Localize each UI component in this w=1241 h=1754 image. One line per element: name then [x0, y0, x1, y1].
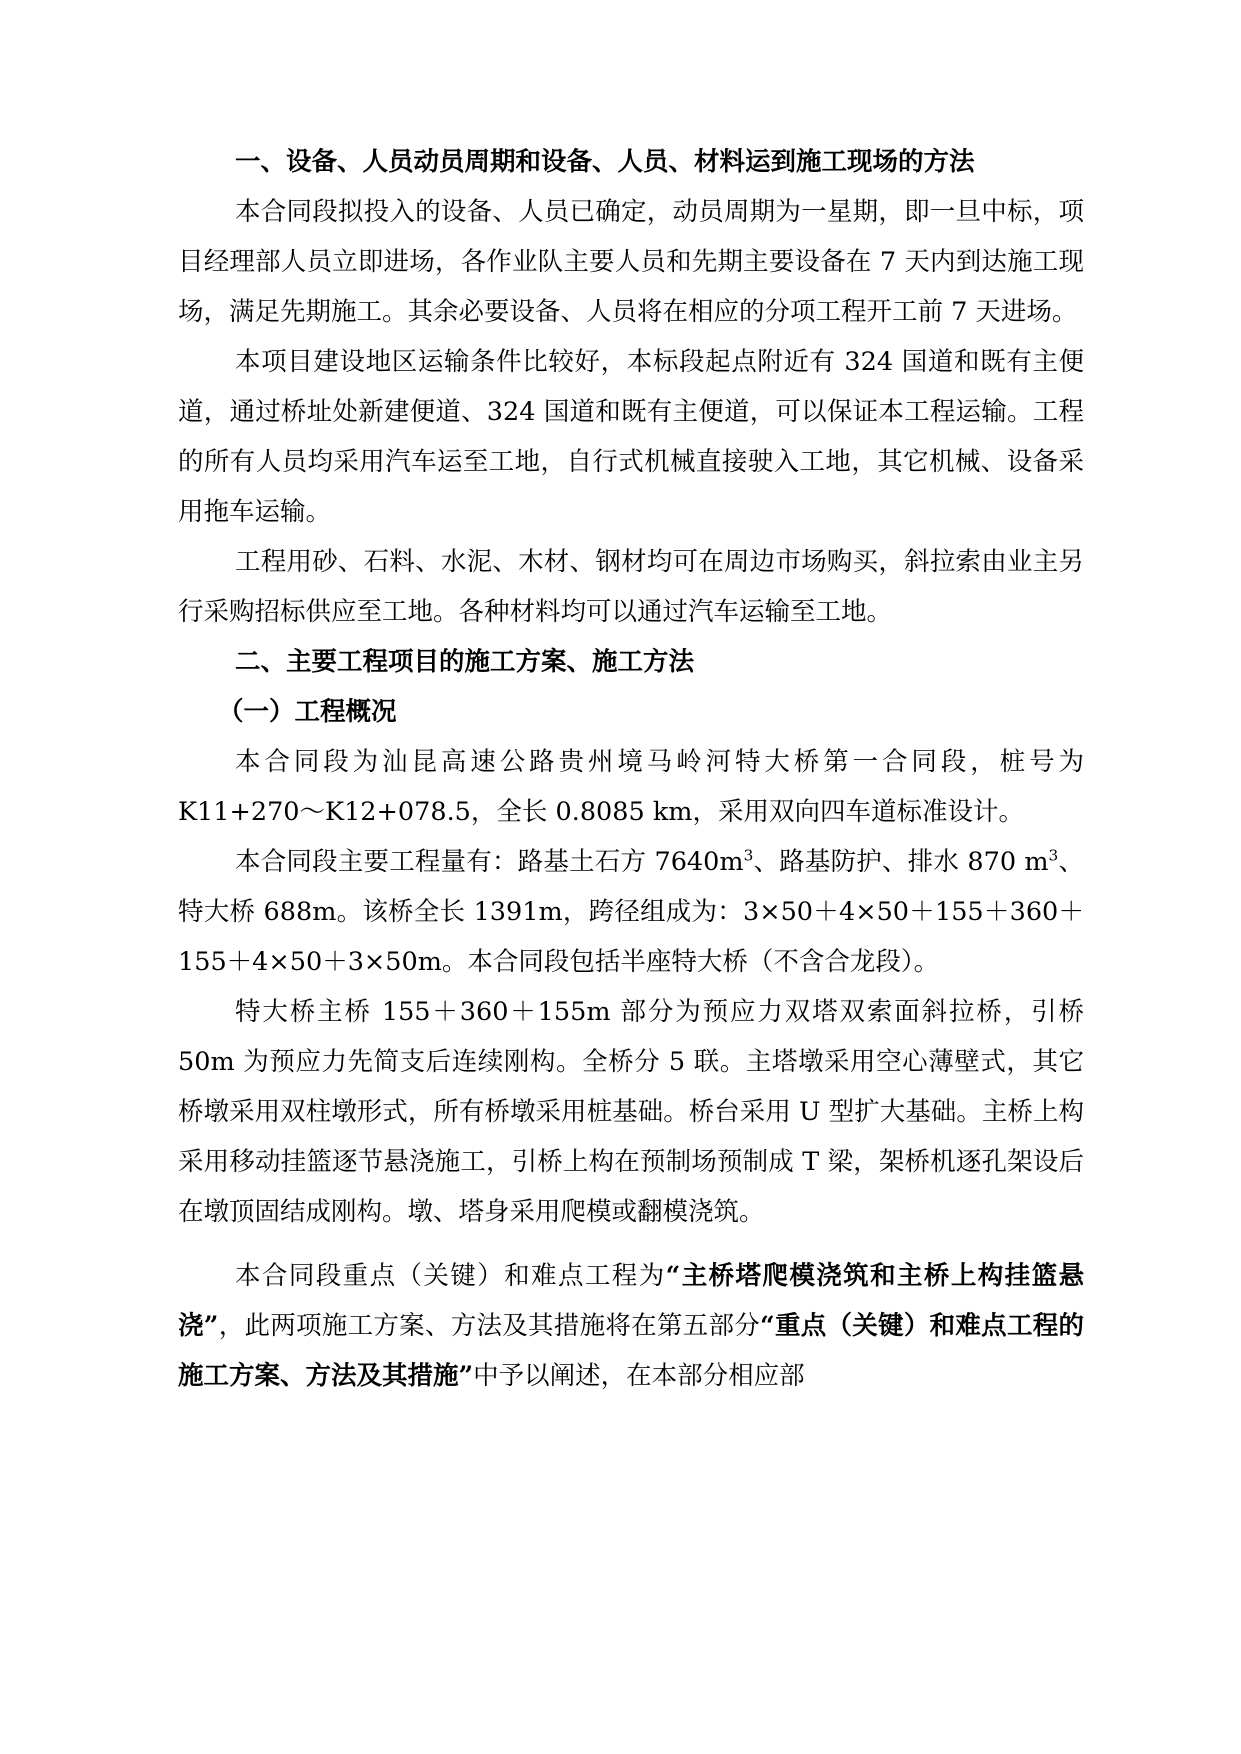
paragraph-quantities	[178, 837, 1084, 987]
paragraph-bridge-structure: 特大桥主桥 155＋360＋155m 部分为预应力双塔双索面斜拉桥，引桥 50m 为预应力先简支后连续刚构。全桥分 5 联。主塔墩采用空心薄壁式，其它桥墩采用双柱墩形式，所有桥墩采用桩基础。桥台采用 U 型扩大基础。主桥上构采用移动挂篮逐节悬浇施工，引桥上构在预制场预制成 T 梁，架桥机逐孔架设后在墩顶固结成刚构。墩、塔身采用爬模或翻模浇筑。	[178, 997, 1084, 1227]
key-works-text-2: ，此两项施工方案、方法及其措施将在第五部分	[218, 1311, 761, 1341]
subsection-heading-overview: （一）工程概况	[218, 697, 397, 727]
key-works-text-1: 本合同段重点（关键）和难点工程为	[235, 1261, 666, 1291]
quantities-text-3: 、特大桥 688m。该桥全长 1391m，跨径组成为：3×50＋4×50＋155＋360＋155＋4×50＋3×50m。本合同段包括半座特大桥（不含合龙段）。	[178, 847, 1084, 977]
key-works-bold-2: “重点（关键）和难点工程的施工方案、方法及其措施”	[178, 1311, 1084, 1391]
section-heading-1: 一、设备、人员动员周期和设备、人员、材料运到施工现场的方法	[235, 147, 975, 177]
key-works-text-3: 中予以阐述，在本部分相应部	[473, 1361, 805, 1391]
page-body	[178, 137, 1084, 1401]
key-works-bold-1: “主桥塔爬模浇筑和主桥上构挂篮悬浇”	[178, 1261, 1084, 1341]
paragraph-transport: 本项目建设地区运输条件比较好，本标段起点附近有 324 国道和既有主便道，通过桥址处新建便道、324 国道和既有主便道，可以保证本工程运输。工程的所有人员均采用汽车运至工地，自行式机械直接驶入工地，其它机械、设备采用拖车运输。	[178, 347, 1084, 527]
quantities-text-1: 本合同段主要工程量有：路基土石方 7640m	[235, 847, 744, 877]
paragraph-contract-section: 本合同段为汕昆高速公路贵州境马岭河特大桥第一合同段，桩号为 K11+270～K12+078.5，全长 0.8085 km，采用双向四车道标准设计。	[178, 747, 1084, 827]
quantities-text-2: 、路基防护、排水 870 m	[753, 847, 1049, 877]
section-heading-2: 二、主要工程项目的施工方案、施工方法	[235, 647, 695, 677]
paragraph-key-works	[178, 1251, 1084, 1401]
cubic-superscript-2: 3	[1048, 846, 1059, 865]
paragraph-mobilization: 本合同段拟投入的设备、人员已确定，动员周期为一星期，即一旦中标，项目经理部人员立即进场，各作业队主要人员和先期主要设备在 7 天内到达施工现场，满足先期施工。其余必要设备、人员将在相应的分项工程开工前 7 天进场。	[178, 197, 1084, 327]
paragraph-materials: 工程用砂、石料、水泥、木材、钢材均可在周边市场购买，斜拉索由业主另行采购招标供应至工地。各种材料均可以通过汽车运输至工地。	[178, 547, 1084, 627]
cubic-superscript-1: 3	[743, 846, 754, 865]
